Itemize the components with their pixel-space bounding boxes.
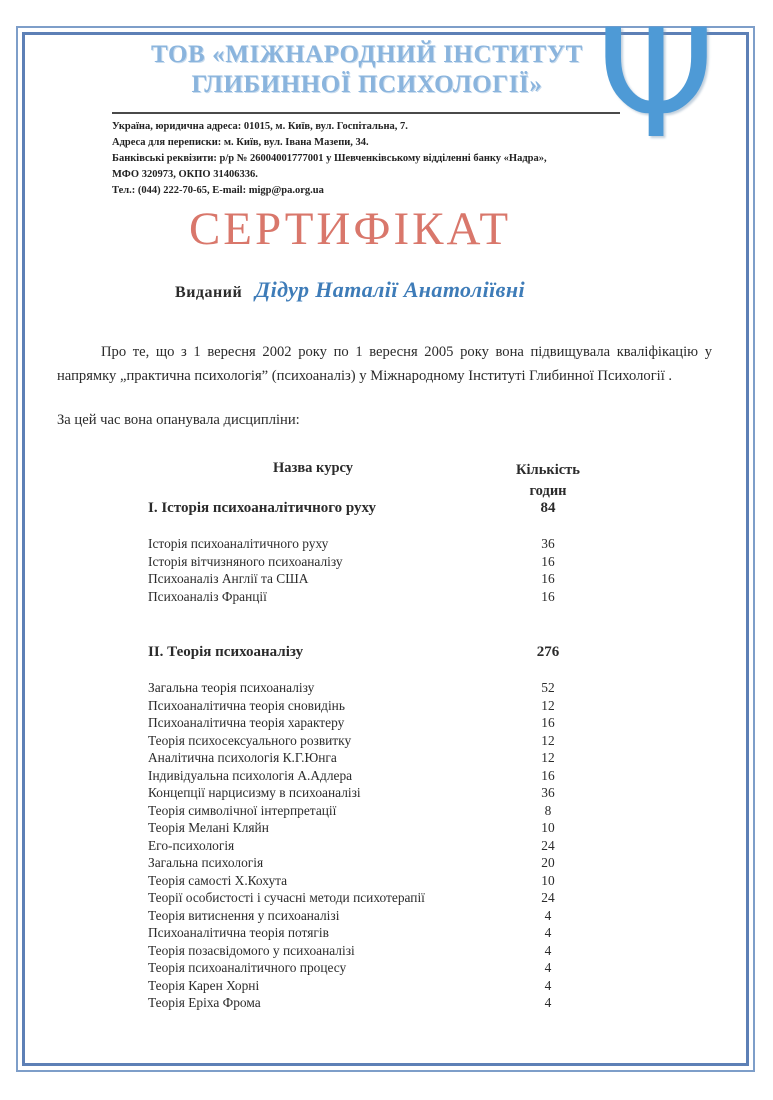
column-header-hours-line2: годин: [529, 482, 567, 499]
organization-name-line-1: ТОВ «МІЖНАРОДНИЙ ІНСТИТУТ: [151, 41, 583, 68]
course-hours: 10: [541, 872, 555, 888]
table-row: [148, 960, 618, 978]
table-row: [148, 785, 618, 803]
table-row: [148, 820, 618, 838]
course-section-title: I. Історія психоаналітичного руху: [148, 500, 376, 516]
course-hours: 4: [544, 942, 552, 958]
course-name: Психоаналіз Англії та США: [148, 571, 309, 586]
address-line: Адреса для переписки: м. Київ, вул. Івана Мазепи, 34.: [112, 136, 369, 148]
organization-name-line-2: ГЛИБИННОЇ ПСИХОЛОГІЇ»: [191, 70, 543, 98]
address-line: МФО 320973, ОКПО 31406336.: [112, 168, 258, 180]
course-hours: 4: [544, 960, 552, 975]
table-row: [148, 995, 618, 1013]
address-line: Тел.: (044) 222-70-65, E-mail: migp@pa.org.ua: [112, 184, 324, 196]
course-name: Психоаналітична теорія сновидінь: [148, 697, 345, 713]
course-name: Індивідуальна психологія А.Адлера: [148, 767, 353, 783]
course-sections: [148, 500, 618, 1013]
course-name: Психоаналіз Франції: [148, 588, 267, 604]
address-line: Банківські реквізити: р/р № 26004001777001 у Шевченківському відділенні банку «Надра»,: [112, 152, 547, 164]
address-block: [112, 119, 652, 199]
course-name: Загальна психологія: [148, 855, 264, 870]
recipient-prefix-label: Виданий: [175, 284, 243, 301]
section-spacer: [148, 606, 618, 644]
course-hours: 20: [541, 855, 555, 870]
table-row: [148, 733, 618, 751]
course-name: Загальна теорія психоаналізу: [148, 680, 315, 695]
psi-icon: Ψ: [596, 0, 716, 172]
page-title: СЕРТИФІКАТ: [188, 203, 512, 255]
course-hours: 16: [541, 588, 555, 604]
course-hours: 12: [541, 750, 555, 765]
table-row: [148, 925, 618, 943]
course-hours: 36: [541, 785, 555, 800]
recipient-row: [0, 277, 700, 303]
table-row: [148, 750, 618, 768]
course-hours: 12: [541, 732, 555, 748]
table-row: [148, 554, 618, 572]
course-name: Теорія витиснення у психоаналізі: [148, 907, 340, 923]
disciplines-intro-text: За цей час вона опанувала дисципліни:: [57, 412, 300, 428]
course-hours: 4: [544, 925, 552, 940]
table-row: [148, 571, 618, 589]
course-name: Психоаналітична теорія потягів: [148, 925, 329, 940]
table-row: [148, 873, 618, 891]
certificate-body-text: Про те, що з 1 вересня 2002 року по 1 вересня 2005 року вона підвищувала кваліфікацію у напрямку „практична психологія” (психоаналіз) у Міжнародному Інституті Глибинної Психології .: [57, 344, 712, 384]
course-name: Теорія Мелані Кляйн: [148, 820, 269, 835]
course-hours: 36: [541, 536, 555, 551]
course-name: Психоаналітична теорія характеру: [148, 715, 345, 730]
course-name: Теорія самості Х.Кохута: [148, 872, 288, 888]
table-row: [148, 768, 618, 786]
column-header-hours: [478, 460, 618, 501]
course-hours: 16: [541, 553, 555, 569]
course-hours: 4: [544, 907, 552, 923]
course-section-hours: 276: [536, 644, 560, 660]
course-name: Історія вітчизняного психоаналізу: [148, 553, 343, 569]
course-hours: 4: [544, 995, 552, 1010]
table-row: [148, 855, 618, 873]
address-line: Україна, юридична адреса: 01015, м. Київ, вул. Госпітальна, 7.: [112, 121, 408, 132]
course-hours: 52: [541, 680, 555, 695]
header-divider: [112, 112, 620, 114]
course-hours: 12: [541, 697, 555, 713]
course-hours: 16: [541, 767, 555, 783]
course-name: Аналітична психологія К.Г.Юнга: [148, 750, 337, 765]
table-row: [148, 978, 618, 996]
course-section-title: II. Теорія психоаналізу: [148, 644, 304, 660]
course-name: Концепції нарцисизму в психоаналізі: [148, 785, 361, 800]
column-header-hours-line1: Кількість: [516, 462, 580, 478]
course-name: Теорія Еріха Фрома: [148, 995, 261, 1010]
course-section-hours: 84: [540, 500, 556, 516]
table-row: [148, 890, 618, 908]
course-section: [148, 644, 618, 1013]
course-hours: 24: [541, 837, 555, 853]
course-name: Его-психологія: [148, 837, 235, 853]
table-row: [148, 943, 618, 961]
course-table: [148, 460, 618, 1013]
letterhead: [112, 40, 622, 99]
table-row: [148, 680, 618, 698]
course-section: [148, 500, 618, 606]
column-header-course-name: Назва курсу: [272, 460, 354, 476]
table-row: [148, 698, 618, 716]
course-hours: 10: [541, 820, 555, 835]
course-section-header: [148, 644, 618, 666]
course-hours: 8: [544, 802, 552, 818]
course-hours: 16: [541, 571, 555, 586]
course-name: Теорія символічної інтерпретації: [148, 802, 337, 818]
course-hours: 24: [541, 890, 555, 905]
course-hours: 16: [541, 715, 555, 730]
course-name: Теорія психоаналітичного процесу: [148, 960, 347, 975]
table-row: [148, 838, 618, 856]
course-name: Теорія психосексуального розвитку: [148, 732, 352, 748]
table-row: [148, 536, 618, 554]
table-row: [148, 715, 618, 733]
course-name: Теорії особистості і сучасні методи психотерапії: [148, 890, 425, 905]
course-name: Теорія Карен Хорні: [148, 977, 260, 993]
course-table-header-row: [148, 460, 618, 500]
table-row: [148, 908, 618, 926]
course-hours: 4: [544, 977, 552, 993]
course-section-header: [148, 500, 618, 522]
recipient-name: Дідур Наталії Анатоліївні: [255, 277, 525, 302]
table-row: [148, 589, 618, 607]
course-name: Історія психоаналітичного руху: [148, 536, 329, 551]
table-row: [148, 803, 618, 821]
course-name: Теорія позасвідомого у психоаналізі: [148, 942, 355, 958]
